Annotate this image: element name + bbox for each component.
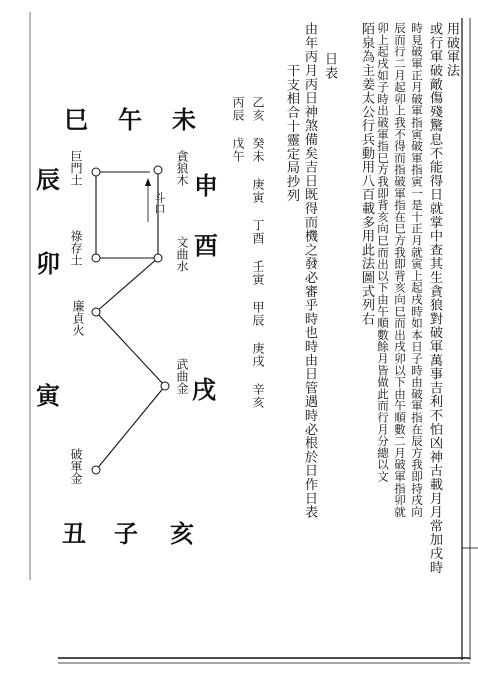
branch-wei: 未 — [172, 105, 196, 134]
branch-yin: 寅 — [36, 381, 60, 410]
text-column-7: 由年丙月丙日神煞備矣吉日既得而機之發必審乎時也時由日管遇時必根於日作日表 — [302, 22, 317, 519]
star-pojun: 破軍金 — [69, 448, 83, 484]
branch-shen: 申 — [194, 171, 218, 200]
star-tanlang: 貪狼木 — [175, 150, 189, 186]
ganzhi-list-1: 乙亥 癸未 庚寅 丁酉 壬寅 甲辰 庚戌 辛亥 — [251, 96, 265, 409]
star-lucun: 祿存土 — [69, 230, 83, 266]
text-column-6: 陌泉為主姜太公行兵動用八百載多用此法圖式列右 — [359, 22, 374, 326]
star-lianzhen: 廉貞火 — [71, 300, 85, 336]
label-douko: 斗口 — [153, 192, 166, 214]
dipper-lines — [96, 170, 165, 470]
star-wuqu: 武曲金 — [175, 358, 189, 394]
text-column-5: 卯上起戌如子時出破軍指巳方我即背亥向巳而出以下由午順數餘月皆做此而行月分總以文 — [376, 22, 390, 483]
branch-chen: 辰 — [36, 165, 60, 194]
branch-mao: 卯 — [36, 249, 60, 278]
text-column-4: 辰而行二月起卯上我不得而指破軍指在巳方我即背亥向巳而出戌卯以下由午順數二月破軍指卯就 — [393, 22, 407, 518]
star-jumen: 巨門土 — [69, 150, 83, 186]
text-column-1: 用破軍法 — [444, 22, 459, 78]
ganzhi-list-2: 丙辰 戊午 — [231, 96, 245, 163]
branch-zi: 子 — [114, 519, 138, 548]
branch-chou: 丑 — [62, 519, 86, 548]
branch-wu: 午 — [118, 105, 142, 134]
star-wenqu: 文曲水 — [175, 236, 189, 272]
branch-si: 巳 — [64, 105, 88, 134]
text-column-2: 或行軍破敵傷殘驚息不能得日就掌中查其生貪狼對破軍萬事吉利不怕凶神古載月月常加戌時 — [427, 22, 442, 574]
text-column-3: 時見破軍正月破軍指寅破軍指寅一是十正月就寅上起戌時如本日子時由破軍指在辰方我即持戌向 — [410, 22, 424, 518]
branch-you: 酉 — [194, 231, 218, 260]
branch-hai: 亥 — [170, 519, 194, 548]
section-heading-rbiao: 日表 — [322, 52, 337, 80]
branch-xu: 戌 — [192, 375, 216, 404]
text-column-8: 干支相合十靈定局抄列 — [284, 64, 299, 202]
